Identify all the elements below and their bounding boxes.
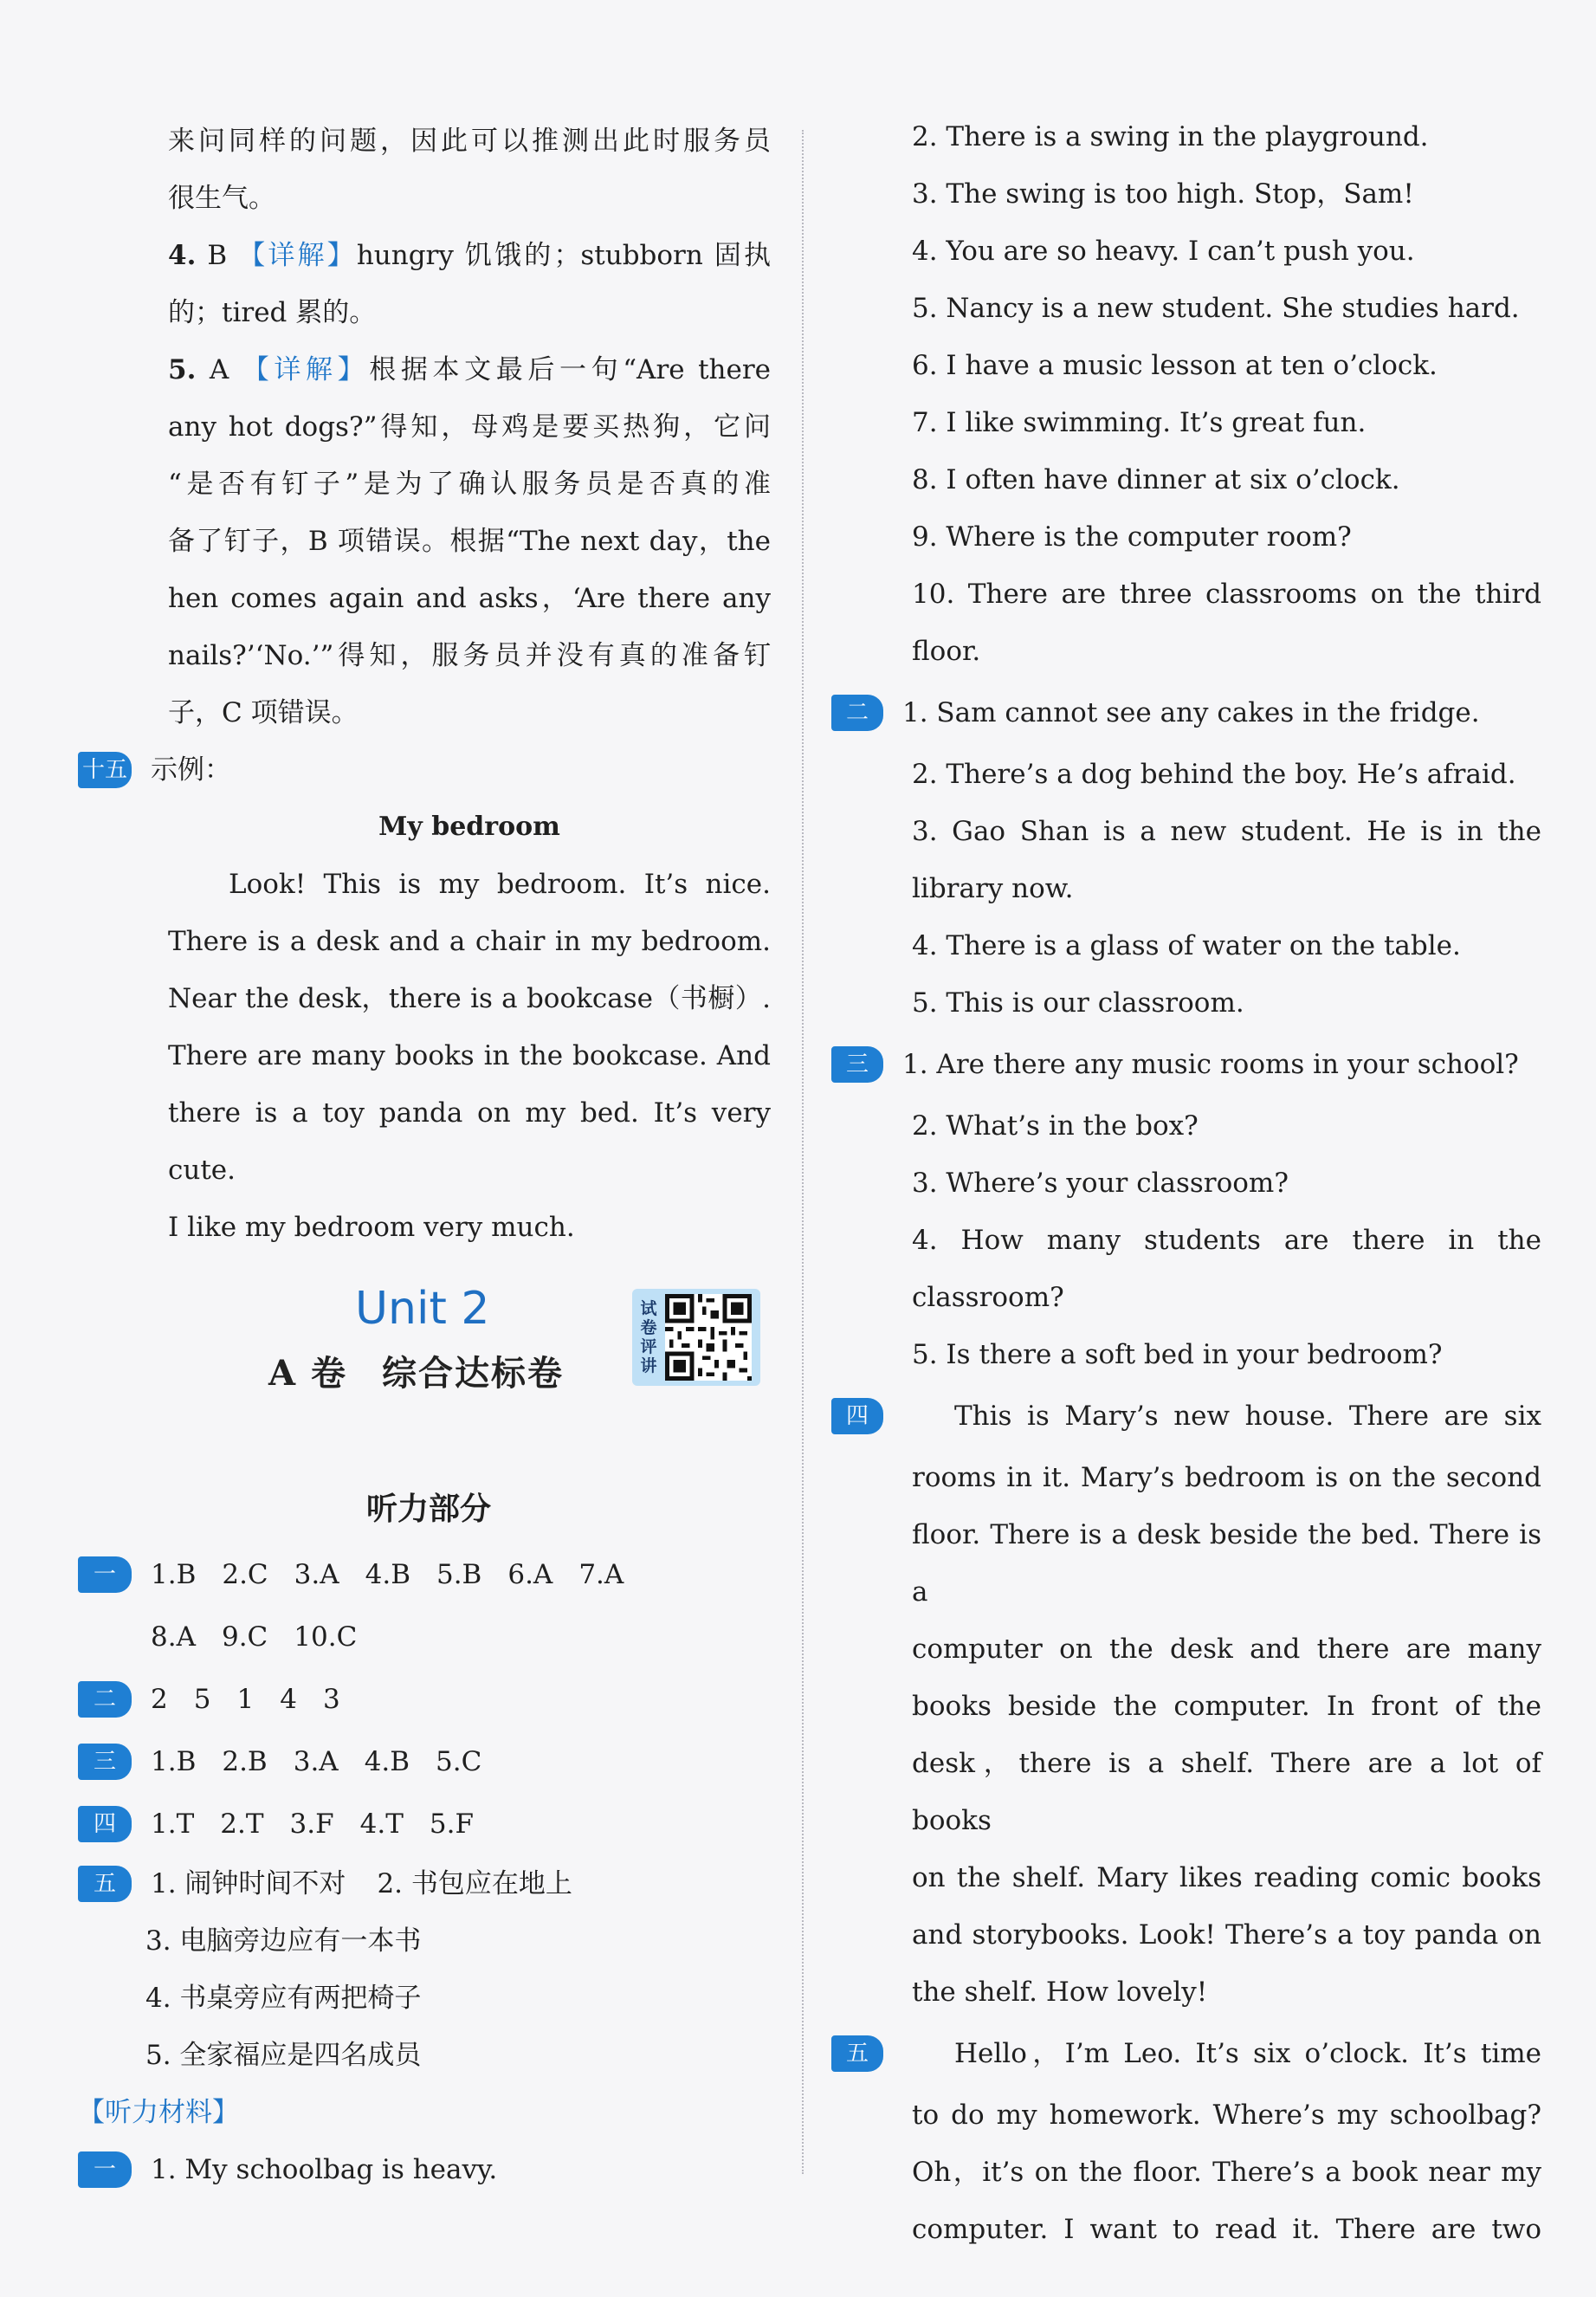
section-badge: 三 [831,1046,883,1083]
section-badge: 五 [78,1866,132,1902]
material-section-4: 四 This is Mary’s new house. There are six rooms in it. Mary’s bedroom is on the second floor. There is a desk beside the bed. There is a computer on the desk and there are many books beside the computer. In front of the desk，there is a shelf. There are a lot of books on the shelf. Mary likes reading comic books and storybooks. Look! There’s a toy panda on the shelf. How lovely! [836,1383,1541,2021]
listening-material-title: 【听力材料】 [78,2097,239,2128]
answers-section-4: 四 1.T 2.T 3.F 4.T 5.F [78,1793,771,1855]
qr-code-icon [665,1294,752,1381]
qr-label: 试卷评讲 [640,1299,657,1375]
right-column [836,108,1541,2258]
section-badge: 十五 [78,752,132,788]
section-badge: 四 [78,1806,132,1842]
section-badge: 一 [78,2151,132,2188]
answers-section-5: 五 1. 闹钟时间不对 2. 书包应在地上 3. 电脑旁边应有一本书 4. 书桌旁应有两把椅子 5. 全家福应是四名成员 [78,1855,771,2084]
qr-code-block[interactable] [632,1289,760,1386]
section-badge: 二 [831,695,883,731]
answers-section-1: 一 1.B 2.C 3.A 4.B 5.B 6.A 7.A 8.A 9.C 10.C [78,1543,771,1668]
section-badge: 三 [78,1744,132,1780]
detail-tag: 【详解】 [238,240,357,271]
q4-explanation: 4. B 【详解】hungry 饥饿的；stubborn 固执 的；tired 累的。 [168,240,771,328]
answers-section-2: 二 2 5 1 4 3 [78,1668,771,1731]
section-15: 十五 示例： [78,741,771,799]
detail-tag: 【详解】 [242,354,370,385]
section-badge: 四 [831,1398,883,1434]
unit-subtitle: A 卷 综合达标卷 [268,1353,564,1394]
text-line: 来问同样的问题，因此可以推测出此时服务员 [168,126,771,157]
sample-essay: My bedroom Look! This is my bedroom. It’s nice. There is a desk and a chair in my bedroom. Near the desk，there is a bookcase（书橱）. There are many books in the bookcase. And there is a toy panda on my bed. It’s very cute. I like my bedroom very much. [78,799,771,1256]
answers-section-3: 三 1.B 2.B 3.A 4.B 5.C [78,1731,771,1793]
material-section-5: 五 Hello，I’m Leo. It’s six o’clock. It’s time to do my homework. Where’s my schoolbag? Oh，it’s on the floor. There’s a book near my computer. I want to read it. There are two [836,2021,1541,2258]
essay-title: My bedroom [378,812,560,842]
unit-header [78,1278,771,1478]
material-section-1: 一 1. My schoolbag is heavy. [78,2141,771,2198]
q5-explanation: 5. A 【详解】根据本文最后一句“Are there any hot dogs?”得知，母鸡是要买热狗，它问 “是否有钉子”是为了确认服务员是否真的准 备了钉子，B 项错误。根据“The next day，the hen comes again and asks，‘Are there any nails?’‘No.’”得知，服务员并没有真的准备钉 子，C 项错误。 [168,354,772,728]
material-section-1-continued: 2. There is a swing in the playground. 3. The swing is too high. Stop，Sam! 4. You are so heavy. I can’t push you. 5. Nancy is a new student. She studies hard. 6. I have a music lesson at ten o’clock. 7. I like swimming. It’s great fun. 8. I often have dinner at six o’clock. 9. Where is the computer room? 10. There are three classrooms on the third floor. [912,121,1541,667]
section-badge: 二 [78,1681,132,1718]
material-section-3: 三 1. Are there any music rooms in your school? 2. What’s in the box? 3. Where’s your classroom? 4. How many students are there in the classroom? 5. Is there a soft bed in your bedroom? [836,1032,1541,1383]
unit-title: Unit 2 [355,1283,490,1335]
section-badge: 一 [78,1556,132,1593]
material-section-2: 二 1. Sam cannot see any cakes in the fridge. 2. There’s a dog behind the boy. He’s afraid. 3. Gao Shan is a new student. He is in the library now. 4. There is a glass of water on the table. 5. This is our classroom. [836,680,1541,1032]
text-line: 很生气。 [168,183,275,214]
column-divider [802,130,804,2174]
left-column [78,113,771,2198]
listening-section-title: 听力部分 [365,1491,491,1527]
section-badge: 五 [831,2035,883,2072]
